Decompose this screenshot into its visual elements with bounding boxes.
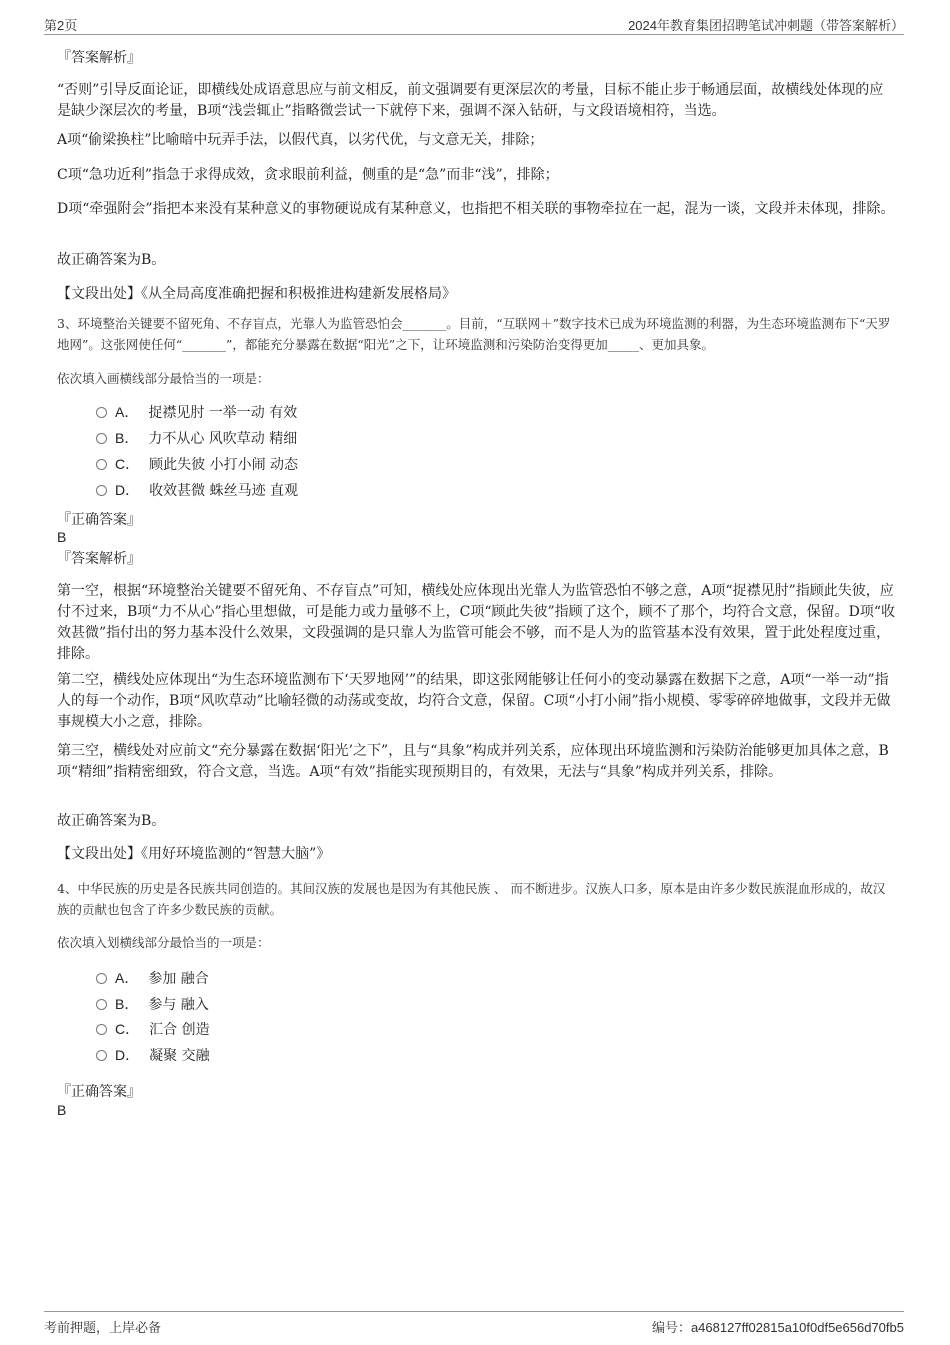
analysis-label: 『答案解析』 bbox=[57, 50, 141, 66]
source-citation: 【文段出处】《从全局高度准确把握和积极推进构建新发展格局》 bbox=[57, 286, 456, 302]
answer-value: B bbox=[57, 1102, 67, 1118]
page-footer bbox=[44, 1311, 904, 1340]
page-header bbox=[44, 12, 904, 35]
document-code: 编号：a468127ff02815a10f0df5e656d70fb5 bbox=[651, 1320, 904, 1335]
analysis-paragraph: C项“急功近利”指急于求得成效，贪求眼前利益，侧重的是“急”而非“浅”，排除； bbox=[57, 167, 559, 183]
conclusion: 故正确答案为B。 bbox=[57, 813, 166, 829]
option-d[interactable]: D． 凝聚 交融 bbox=[96, 1045, 210, 1066]
document-title: 2024年教育集团招聘笔试冲刺题（带答案解析） bbox=[628, 18, 904, 33]
analysis-paragraph: 第一空，根据“环境整治关键要不留死角、不存盲点”可知，横线处应体现出光靠人为监管恐怕不够之意，A项“捉襟见肘”指顾此失彼，应付不过来，B项“力不从心”指心里想做，可是能力或力量够不上，C项“顾此失彼”指顾了这个，顾不了那个，均符合文意，保留。D项“收效甚微”指付出的努力基本没什么效果，文段强调的是只靠人为监管可能会不够，而不是人为的监管基本没有效果，置于此处程度过重，排除。 bbox=[57, 583, 896, 662]
radio-icon[interactable] bbox=[96, 1050, 107, 1061]
radio-icon[interactable] bbox=[96, 459, 107, 470]
question-stem: 4、中华民族的历史是各民族共同创造的。其间汉族的发展也是因为有其他民族 、 而不断进步。汉族人口多，原本是由许多少数民族混血形成的，故汉族的贡献也包含了许多少数民族的贡献。 bbox=[57, 881, 886, 917]
option-c[interactable]: C． 汇合 创造 bbox=[96, 1019, 210, 1040]
analysis-paragraph: A项“偷梁换柱”比喻暗中玩弄手法，以假代真，以劣代优，与文意无关，排除； bbox=[57, 132, 544, 148]
radio-icon[interactable] bbox=[96, 999, 107, 1010]
option-a[interactable]: A． 参加 融合 bbox=[96, 968, 209, 989]
radio-icon[interactable] bbox=[96, 973, 107, 984]
question-stem: 3、环境整治关键要不留死角、不存盲点，光靠人为监管恐怕会_______。目前，“互联网＋”数字技术已成为环境监测的利器，为生态环境监测布下“天罗地网”。这张网使任何“_______”，都能充分暴露在数据“阳光”之下，让环境监测和污染防治变得更加_____、更加具象。 bbox=[57, 316, 891, 352]
analysis-paragraph: D项“牵强附会”指把本来没有某种意义的事物硬说成有某种意义，也指把不相关联的事物牵拉在一起，混为一谈，文段并未体现，排除。 bbox=[57, 201, 895, 217]
analysis-paragraph: 第二空，横线处应体现出“为生态环境监测布下‘天罗地网’”的结果，即这张网能够让任何小的变动暴露在数据下之意，A项“一举一动”指人的每一个动作，B项“风吹草动”比喻轻微的动荡或变故，均符合文意，保留。C项“小打小闹”指小规模、零零碎碎地做事，文段并无做事规模大小之意，排除。 bbox=[57, 672, 891, 730]
option-b[interactable]: B． 力不从心 风吹草动 精细 bbox=[96, 428, 297, 449]
question-prompt: 依次填入划横线部分最恰当的一项是： bbox=[57, 935, 270, 950]
answer-label: 『正确答案』 bbox=[57, 1084, 141, 1100]
radio-icon[interactable] bbox=[96, 485, 107, 496]
option-d[interactable]: D． 收效甚微 蛛丝马迹 直观 bbox=[96, 480, 298, 501]
radio-icon[interactable] bbox=[96, 407, 107, 418]
conclusion: 故正确答案为B。 bbox=[57, 252, 166, 268]
source-citation: 【文段出处】《用好环境监测的“智慧大脑”》 bbox=[57, 846, 331, 862]
page-number: 第2页 bbox=[44, 18, 78, 33]
question-prompt: 依次填入画横线部分最恰当的一项是： bbox=[57, 371, 270, 386]
radio-icon[interactable] bbox=[96, 1024, 107, 1035]
option-a[interactable]: A． 捉襟见肘 一举一动 有效 bbox=[96, 402, 297, 423]
answer-value: B bbox=[57, 529, 67, 545]
option-b[interactable]: B． 参与 融入 bbox=[96, 994, 209, 1015]
footer-slogan: 考前押题，上岸必备 bbox=[44, 1321, 162, 1336]
analysis-paragraph: 第三空，横线处对应前文“充分暴露在数据‘阳光’之下”，且与“具象”构成并列关系，应体现出环境监测和污染防治能够更加具体之意，B项“精细”指精密细致，符合文意，当选。A项“有效”指能实现预期目的，有效果，无法与“具象”构成并列关系，排除。 bbox=[57, 743, 889, 780]
radio-icon[interactable] bbox=[96, 433, 107, 444]
answer-label: 『正确答案』 bbox=[57, 512, 141, 528]
analysis-label: 『答案解析』 bbox=[57, 551, 141, 567]
analysis-paragraph: “否则”引导反面论证，即横线处成语意思应与前文相反，前文强调要有更深层次的考量，目标不能止步于畅通层面，故横线处体现的应是缺少深层次的考量，B项“浅尝辄止”指略微尝试一下就停下来，强调不深入钻研，与文段语境相符，当选。 bbox=[57, 82, 884, 119]
option-c[interactable]: C． 顾此失彼 小打小闹 动态 bbox=[96, 454, 298, 475]
